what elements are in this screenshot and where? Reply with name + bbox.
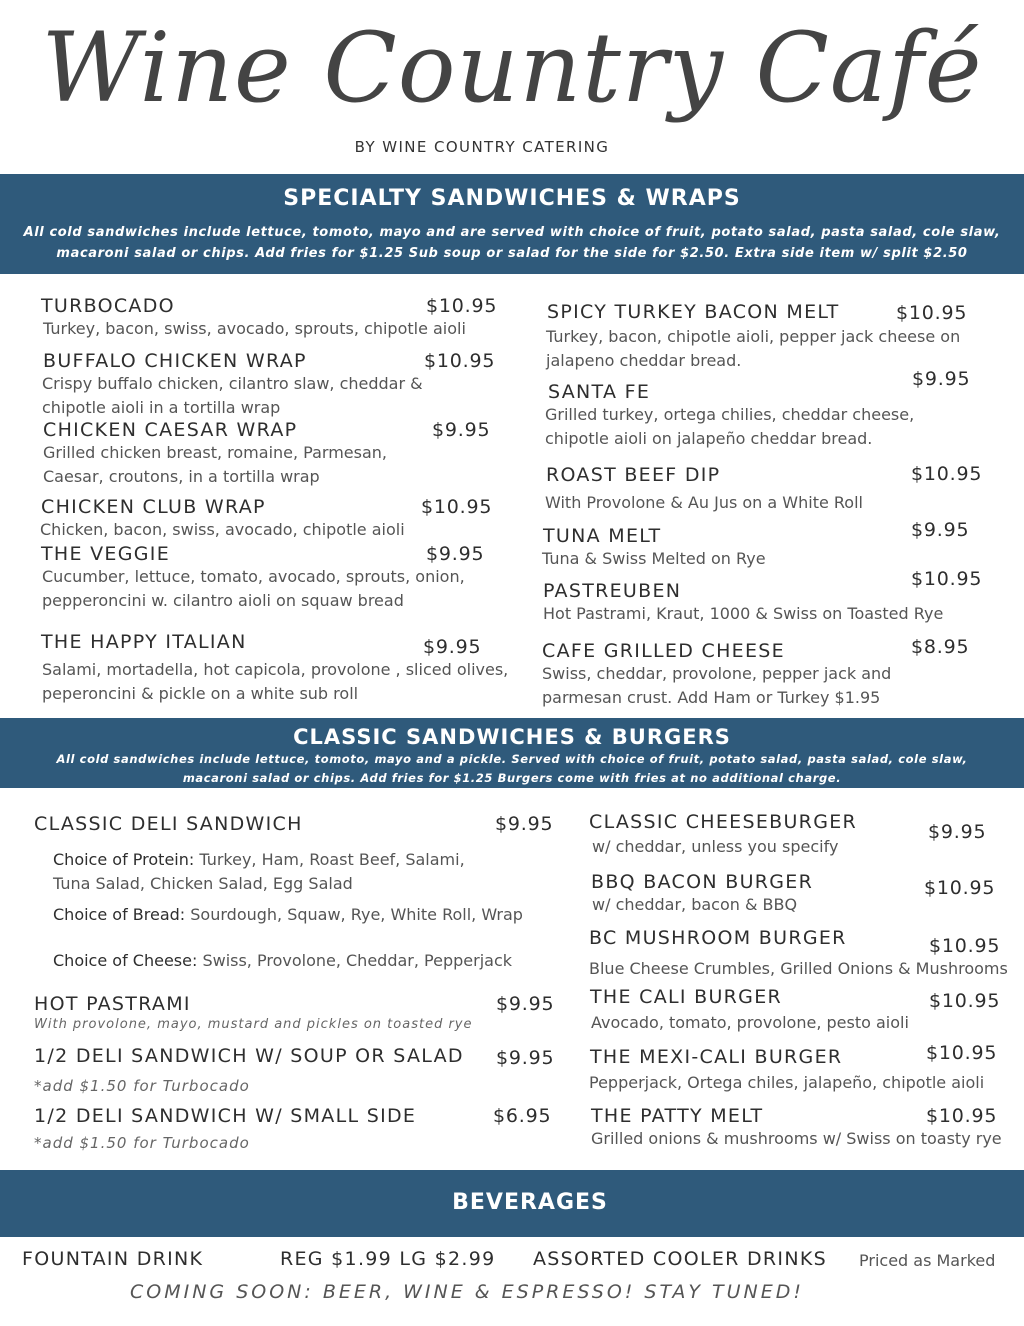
menu-item-price: $10.95 (926, 1105, 998, 1127)
menu-item-price: $9.95 (911, 519, 970, 541)
menu-item-name: CHICKEN CAESAR WRAP (43, 419, 298, 441)
menu-item-price: $9.95 (912, 368, 971, 390)
menu-item-price: $9.95 (928, 821, 987, 843)
menu-item-price: $10.95 (424, 350, 496, 372)
menu-item-name: PASTREUBEN (543, 580, 682, 602)
menu-item-name: ROAST BEEF DIP (546, 464, 721, 486)
specialty-note-line2: macaroni salad or chips. Add fries for $1.25 Sub soup or salad for the side for $2.50. Extra side item w/ split $2.50 (56, 246, 968, 261)
menu-item-description: Blue Cheese Crumbles, Grilled Onions & Mushrooms (589, 959, 1008, 978)
menu-item-name: THE VEGGIE (41, 543, 170, 565)
menu-item-price: $10.95 (929, 935, 1001, 957)
classic-note-line2: macaroni salad or chips. Add fries for $1.25 Burgers come with fries at no additional charge. (182, 771, 842, 785)
cooler-drinks-price: Priced as Marked (859, 1251, 996, 1270)
specialty-heading: SPECIALTY SANDWICHES & WRAPS (283, 186, 741, 211)
menu-item-description: Grilled turkey, ortega chilies, cheddar cheese, chipotle aioli on jalapeño cheddar bread. (545, 405, 915, 448)
cheese-options: Swiss, Provolone, Cheddar, Pepperjack (197, 951, 512, 970)
menu-item-description: Grilled onions & mushrooms w/ Swiss on toasty rye (591, 1129, 1002, 1148)
menu-item-name: THE CALI BURGER (590, 986, 783, 1008)
beverages-heading: BEVERAGES (452, 1190, 608, 1215)
menu-item-description: Cucumber, lettuce, tomato, avocado, sprouts, onion, pepperoncini w. cilantro aioli on squaw bread (42, 567, 465, 610)
menu-item-price: $9.95 (432, 419, 491, 441)
protein-choices (53, 848, 503, 896)
menu-item-description: With Provolone & Au Jus on a White Roll (545, 493, 863, 512)
menu-item-name: 1/2 DELI SANDWICH W/ SMALL SIDE (34, 1105, 417, 1127)
menu-item-description: Salami, mortadella, hot capicola, provolone , sliced olives, peperoncini & pickle on a white sub roll (42, 660, 509, 703)
menu-item-price: $10.95 (426, 295, 498, 317)
menu-item-price: $9.95 (423, 636, 482, 658)
protein-options: Turkey, Ham, Roast Beef, Salami, Tuna Salad, Chicken Salad, Egg Salad (53, 850, 465, 893)
turbocado-note: *add $1.50 for Turbocado (34, 1134, 250, 1152)
menu-item-name: BC MUSHROOM BURGER (589, 927, 847, 949)
menu-item-name: CHICKEN CLUB WRAP (41, 496, 266, 518)
menu-item-description: Hot Pastrami, Kraut, 1000 & Swiss on Toasted Rye (543, 604, 944, 623)
cafe-title: Wine Country Café (41, 12, 983, 124)
cheese-label: Choice of Cheese: (53, 951, 198, 970)
menu-item-description: Turkey, bacon, chipotle aioli, pepper jack cheese on jalapeno cheddar bread. (546, 327, 961, 370)
menu-item-name: BBQ BACON BURGER (591, 871, 814, 893)
menu-item-description: Avocado, tomato, provolone, pesto aioli (591, 1013, 909, 1032)
menu-item-description: w/ cheddar, unless you specify (592, 837, 839, 856)
specialty-banner (0, 174, 1024, 274)
menu-item-name: SANTA FE (548, 381, 651, 403)
menu-item-name: BUFFALO CHICKEN WRAP (43, 350, 307, 372)
menu-item-price: $9.95 (496, 993, 555, 1015)
classic-banner (0, 718, 1024, 788)
bread-options: Sourdough, Squaw, Rye, White Roll, Wrap (185, 905, 523, 924)
classic-heading: CLASSIC SANDWICHES & BURGERS (293, 725, 731, 749)
menu-item-price: $6.95 (493, 1105, 552, 1127)
menu-item-description: Swiss, cheddar, provolone, pepper jack and parmesan crust. Add Ham or Turkey $1.95 (542, 664, 892, 707)
menu-item-price: $9.95 (495, 813, 554, 835)
classic-note-line1: All cold sandwiches include lettuce, tomoto, mayo and a pickle. Served with choice of fruit, potato salad, pasta salad, cole slaw, (56, 752, 968, 766)
turbocado-note: *add $1.50 for Turbocado (34, 1077, 250, 1095)
menu-item-description: Crispy buffalo chicken, cilantro slaw, cheddar & chipotle aioli in a tortilla wrap (42, 374, 423, 417)
menu-item-name: CAFE GRILLED CHEESE (542, 640, 785, 662)
menu-item-name: THE PATTY MELT (591, 1105, 764, 1127)
menu-item-description: Turkey, bacon, swiss, avocado, sprouts, chipotle aioli (43, 319, 466, 338)
specialty-note-line1: All cold sandwiches include lettuce, tomoto, mayo and are served with choice of fruit, potato salad, pasta salad, cole slaw, (23, 225, 1001, 240)
protein-label: Choice of Protein: (53, 850, 195, 869)
menu-item-description: Pepperjack, Ortega chiles, jalapeño, chipotle aioli (589, 1073, 985, 1092)
menu-item-price: $9.95 (426, 543, 485, 565)
coming-soon-notice: COMING SOON: BEER, WINE & ESPRESSO! STAY TUNED! (130, 1281, 804, 1303)
cooler-drinks-label: ASSORTED COOLER DRINKS (533, 1248, 827, 1270)
fountain-drink-label: FOUNTAIN DRINK (22, 1248, 204, 1270)
menu-item-name: 1/2 DELI SANDWICH W/ SOUP OR SALAD (34, 1045, 464, 1067)
menu-item-name: SPICY TURKEY BACON MELT (547, 301, 840, 323)
menu-item-name: THE MEXI-CALI BURGER (590, 1046, 843, 1068)
menu-item-price: $10.95 (926, 1042, 998, 1064)
menu-item-description: Chicken, bacon, swiss, avocado, chipotle aioli (40, 520, 405, 539)
cheese-choices (53, 949, 553, 973)
bread-label: Choice of Bread: (53, 905, 186, 924)
menu-item-description: w/ cheddar, bacon & BBQ (592, 895, 798, 914)
menu-item-description: Tuna & Swiss Melted on Rye (542, 549, 766, 568)
menu-item-name: TUNA MELT (543, 525, 662, 547)
beverages-banner (0, 1170, 1024, 1237)
menu-item-price: $10.95 (911, 568, 983, 590)
menu-item-price: $8.95 (911, 636, 970, 658)
menu-item-description: Grilled chicken breast, romaine, Parmesan, Caesar, croutons, in a tortilla wrap (43, 443, 387, 486)
menu-item-description: With provolone, mayo, mustard and pickles on toasted rye (34, 1017, 473, 1032)
menu-item-name: TURBOCADO (41, 295, 175, 317)
menu-item-price: $10.95 (896, 302, 968, 324)
menu-item-name: HOT PASTRAMI (34, 993, 191, 1015)
menu-item-name: CLASSIC CHEESEBURGER (589, 811, 858, 833)
cafe-subtitle: BY WINE COUNTRY CATERING (354, 138, 610, 156)
menu-item-price: $10.95 (911, 463, 983, 485)
bread-choices (53, 903, 553, 927)
menu-item-price: $10.95 (924, 877, 996, 899)
menu-item-name: THE HAPPY ITALIAN (41, 631, 247, 653)
fountain-drink-price: REG $1.99 LG $2.99 (280, 1248, 496, 1270)
menu-item-price: $10.95 (929, 990, 1001, 1012)
menu-item-name: CLASSIC DELI SANDWICH (34, 813, 303, 835)
menu-item-price: $9.95 (496, 1047, 555, 1069)
menu-item-price: $10.95 (421, 496, 493, 518)
